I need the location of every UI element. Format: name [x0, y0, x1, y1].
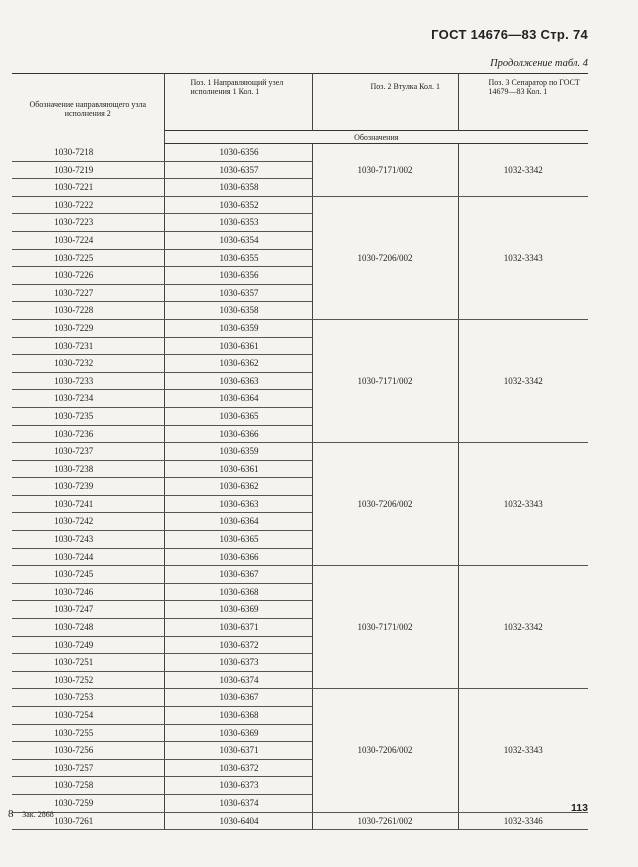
- cell-pos-1: 1030-6374: [164, 671, 312, 689]
- cell-assembly-2: 1030-7235: [12, 407, 164, 425]
- designation-table: [12, 73, 588, 830]
- cell-assembly-2: 1030-7224: [12, 231, 164, 249]
- cell-pos-1: 1030-6373: [164, 777, 312, 795]
- table-continuation-label: Продолжение табл. 4: [490, 58, 588, 69]
- cell-pos-1: 1030-6353: [164, 214, 312, 232]
- column-header-pos-1: Поз. 1 Направляющий узел исполнения 1 Кол. 1: [164, 74, 312, 131]
- cell-assembly-2: 1030-7243: [12, 531, 164, 549]
- footer-order: Зак. 2868: [22, 810, 54, 819]
- cell-sleeve: 1030-7206/002: [312, 689, 458, 812]
- cell-pos-1: 1030-6355: [164, 249, 312, 267]
- cell-assembly-2: 1030-7236: [12, 425, 164, 443]
- cell-assembly-2: 1030-7223: [12, 214, 164, 232]
- table-row: [12, 689, 588, 707]
- cell-pos-1: 1030-6358: [164, 302, 312, 320]
- cell-pos-1: 1030-6364: [164, 390, 312, 408]
- cell-pos-1: 1030-6359: [164, 319, 312, 337]
- cell-assembly-2: 1030-7218: [12, 144, 164, 162]
- cell-assembly-2: 1030-7229: [12, 319, 164, 337]
- table-row: [12, 443, 588, 461]
- table-row: [12, 144, 588, 162]
- cell-assembly-2: 1030-7261: [12, 812, 164, 830]
- cell-assembly-2: 1030-7257: [12, 759, 164, 777]
- cell-separator: 1032-3342: [458, 319, 588, 442]
- cell-assembly-2: 1030-7244: [12, 548, 164, 566]
- cell-assembly-2: 1030-7251: [12, 654, 164, 672]
- cell-pos-1: 1030-6359: [164, 443, 312, 461]
- cell-assembly-2: 1030-7254: [12, 707, 164, 725]
- cell-pos-1: 1030-6365: [164, 531, 312, 549]
- table-body: [12, 144, 588, 830]
- cell-pos-1: 1030-6371: [164, 619, 312, 637]
- cell-sleeve: 1030-7171/002: [312, 566, 458, 689]
- cell-assembly-2: 1030-7242: [12, 513, 164, 531]
- cell-pos-1: 1030-6367: [164, 566, 312, 584]
- cell-pos-1: 1030-6366: [164, 548, 312, 566]
- table-row: [12, 196, 588, 214]
- cell-assembly-2: 1030-7239: [12, 478, 164, 496]
- cell-pos-1: 1030-6363: [164, 495, 312, 513]
- cell-assembly-2: 1030-7245: [12, 566, 164, 584]
- cell-pos-1: 1030-6362: [164, 478, 312, 496]
- cell-assembly-2: 1030-7228: [12, 302, 164, 320]
- column-header-pos-3: Поз. 3 Сепаратор по ГОСТ 14679—83 Кол. 1: [458, 74, 588, 131]
- cell-assembly-2: 1030-7253: [12, 689, 164, 707]
- cell-assembly-2: 1030-7233: [12, 372, 164, 390]
- page-header-standard: ГОСТ 14676—83 Стр. 74: [431, 27, 588, 42]
- cell-assembly-2: 1030-7249: [12, 636, 164, 654]
- cell-pos-1: 1030-6356: [164, 267, 312, 285]
- cell-assembly-2: 1030-7227: [12, 284, 164, 302]
- cell-assembly-2: 1030-7258: [12, 777, 164, 795]
- cell-pos-1: 1030-6369: [164, 601, 312, 619]
- table-row: [12, 812, 588, 830]
- cell-sleeve: 1030-7171/002: [312, 319, 458, 442]
- table-row: [12, 566, 588, 584]
- cell-assembly-2: 1030-7247: [12, 601, 164, 619]
- footer-left: [8, 808, 54, 820]
- cell-sleeve: 1030-7261/002: [312, 812, 458, 830]
- cell-pos-1: 1030-6357: [164, 284, 312, 302]
- cell-pos-1: 1030-6361: [164, 337, 312, 355]
- footer-number: 8: [8, 808, 14, 820]
- cell-pos-1: 1030-6352: [164, 196, 312, 214]
- cell-sleeve: 1030-7171/002: [312, 144, 458, 197]
- cell-pos-1: 1030-6368: [164, 583, 312, 601]
- cell-pos-1: 1030-6404: [164, 812, 312, 830]
- cell-pos-1: 1030-6364: [164, 513, 312, 531]
- cell-pos-1: 1030-6356: [164, 144, 312, 162]
- cell-separator: 1032-3342: [458, 144, 588, 197]
- cell-sleeve: 1030-7206/002: [312, 443, 458, 566]
- cell-separator: 1032-3346: [458, 812, 588, 830]
- cell-assembly-2: 1030-7252: [12, 671, 164, 689]
- cell-assembly-2: 1030-7246: [12, 583, 164, 601]
- subheader-designations: Обозначения: [164, 131, 588, 144]
- cell-pos-1: 1030-6369: [164, 724, 312, 742]
- cell-assembly-2: 1030-7256: [12, 742, 164, 760]
- column-header-assembly-2: Обозначение направляющего узла исполнения 2: [29, 99, 147, 118]
- cell-pos-1: 1030-6365: [164, 407, 312, 425]
- cell-assembly-2: 1030-7241: [12, 495, 164, 513]
- cell-assembly-2: 1030-7225: [12, 249, 164, 267]
- cell-pos-1: 1030-6372: [164, 636, 312, 654]
- cell-pos-1: 1030-6367: [164, 689, 312, 707]
- cell-assembly-2: 1030-7221: [12, 179, 164, 197]
- cell-assembly-2: 1030-7231: [12, 337, 164, 355]
- cell-pos-1: 1030-6363: [164, 372, 312, 390]
- cell-separator: 1032-3342: [458, 566, 588, 689]
- page-number: 113: [571, 802, 588, 814]
- cell-assembly-2: 1030-7237: [12, 443, 164, 461]
- cell-assembly-2: 1030-7259: [12, 794, 164, 812]
- cell-pos-1: 1030-6373: [164, 654, 312, 672]
- cell-separator: 1032-3343: [458, 689, 588, 812]
- cell-pos-1: 1030-6374: [164, 794, 312, 812]
- cell-pos-1: 1030-6361: [164, 460, 312, 478]
- cell-pos-1: 1030-6357: [164, 161, 312, 179]
- cell-separator: 1032-3343: [458, 443, 588, 566]
- cell-pos-1: 1030-6354: [164, 231, 312, 249]
- cell-sleeve: 1030-7206/002: [312, 196, 458, 319]
- cell-pos-1: 1030-6372: [164, 759, 312, 777]
- cell-pos-1: 1030-6371: [164, 742, 312, 760]
- cell-separator: 1032-3343: [458, 196, 588, 319]
- cell-assembly-2: 1030-7226: [12, 267, 164, 285]
- cell-assembly-2: 1030-7248: [12, 619, 164, 637]
- cell-pos-1: 1030-6366: [164, 425, 312, 443]
- cell-assembly-2: 1030-7234: [12, 390, 164, 408]
- cell-pos-1: 1030-6368: [164, 707, 312, 725]
- cell-assembly-2: 1030-7222: [12, 196, 164, 214]
- cell-pos-1: 1030-6362: [164, 355, 312, 373]
- cell-assembly-2: 1030-7232: [12, 355, 164, 373]
- column-header-pos-2: Поз. 2 Втулка Кол. 1: [312, 74, 458, 131]
- cell-assembly-2: 1030-7238: [12, 460, 164, 478]
- cell-assembly-2: 1030-7219: [12, 161, 164, 179]
- cell-pos-1: 1030-6358: [164, 179, 312, 197]
- cell-assembly-2: 1030-7255: [12, 724, 164, 742]
- table-row: [12, 319, 588, 337]
